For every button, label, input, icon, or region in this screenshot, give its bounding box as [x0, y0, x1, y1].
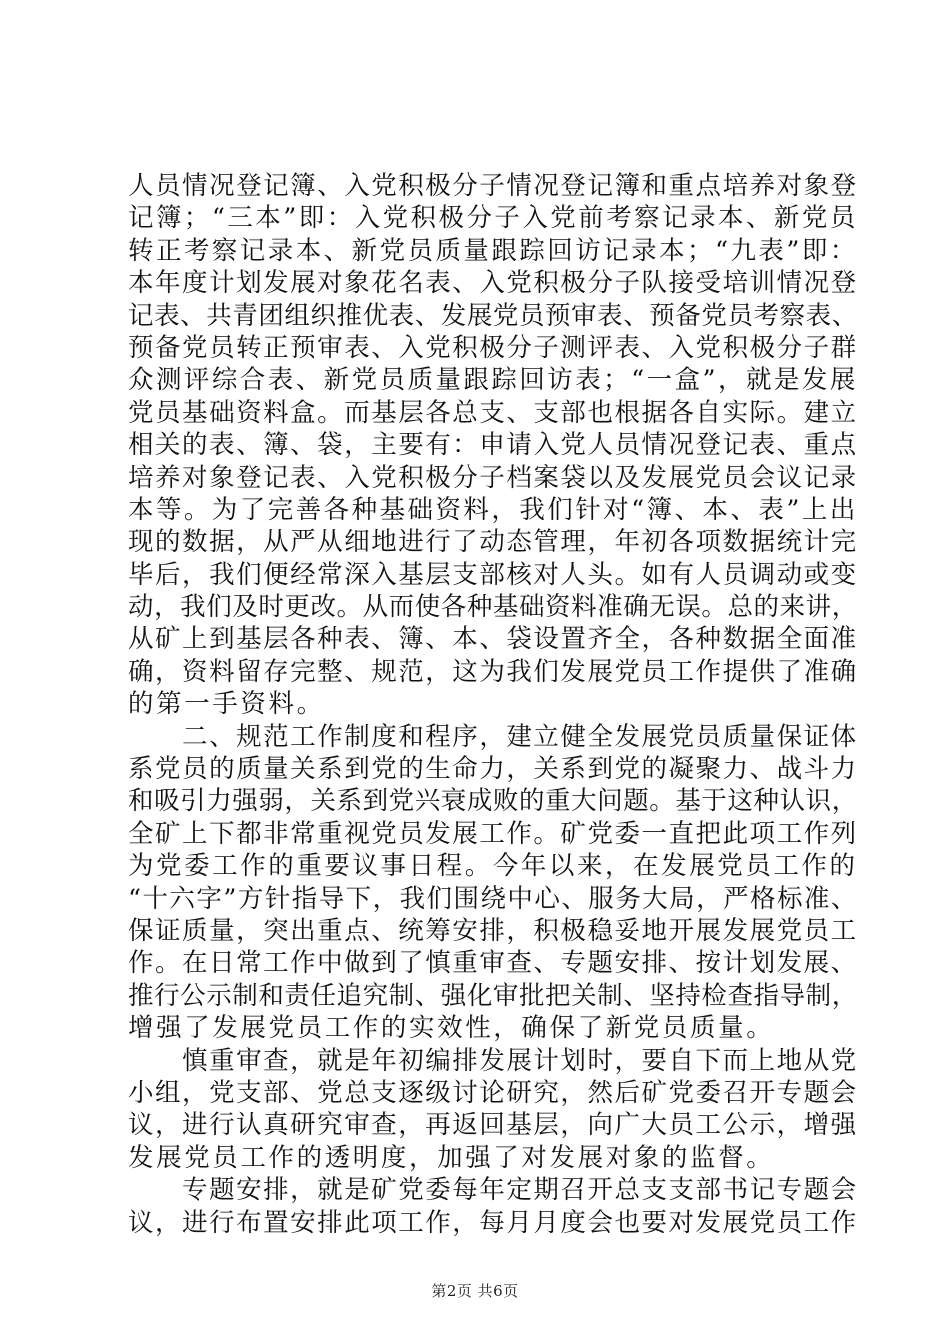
text-line: 小组，党支部、党总支逐级讨论研究，然后矿党委召开专题会 [128, 1077, 858, 1108]
text-line: 毕后，我们便经常深入基层支部核对人头。如有人员调动或变 [128, 559, 858, 590]
page-footer: 第2页 共6页 [431, 1282, 519, 1300]
text-line: 系党员的质量关系到党的生命力，关系到党的凝聚力、战斗力 [128, 754, 858, 785]
text-line: 人员情况登记簿、入党积极分子情况登记簿和重点培养对象登 [128, 171, 858, 201]
text-line: 为党委工作的重要议事日程。今年以来，在发展党员工作的 [128, 851, 858, 882]
text-line: 慎重审查，就是年初编排发展计划时，要自下而上地从党 [128, 1045, 858, 1076]
text-line: 和吸引力强弱，关系到党兴衰成败的重大问题。基于这种认识， [128, 786, 858, 817]
text-line: 培养对象登记表、入党积极分子档案袋以及发展党员会议记录 [128, 462, 858, 493]
text-line: 本年度计划发展对象花名表、入党积极分子队接受培训情况登 [128, 268, 858, 299]
text-line: 预备党员转正预审表、入党积极分子测评表、入党积极分子群 [128, 332, 858, 363]
text-line: 本等。为了完善各种基础资料，我们针对“簿、本、表”上出 [128, 494, 858, 525]
text-line: 的第一手资料。 [128, 689, 325, 720]
text-line: 二、规范工作制度和程序，建立健全发展党员质量保证体 [128, 721, 858, 752]
text-line: 议，进行布置安排此项工作，每月月度会也要对发展党员工作 [128, 1207, 858, 1238]
text-line: 确，资料留存完整、规范，这为我们发展党员工作提供了准确 [128, 656, 858, 687]
text-line: 增强了发展党员工作的实效性，确保了新党员质量。 [128, 1013, 775, 1044]
text-line: 相关的表、簿、袋，主要有：申请入党人员情况登记表、重点 [128, 430, 858, 461]
text-line: 全矿上下都非常重视党员发展工作。矿党委一直把此项工作列 [128, 818, 858, 849]
text-line: 发展党员工作的透明度，加强了对发展对象的监督。 [128, 1142, 775, 1173]
text-line: 作。在日常工作中做到了慎重审查、专题安排、按计划发展、 [128, 948, 858, 979]
text-line: “十六字”方针指导下，我们围绕中心、服务大局，严格标准、 [128, 883, 858, 914]
text-line: 记表、共青团组织推优表、发展党员预审表、预备党员考察表、 [128, 300, 858, 331]
text-line: 专题安排，就是矿党委每年定期召开总支支部书记专题会 [128, 1175, 858, 1206]
text-line: 众测评综合表、新党员质量跟踪回访表；“一盒”，就是发展 [128, 365, 858, 396]
body-text [128, 170, 858, 1239]
text-line: 从矿上到基层各种表、簿、本、袋设置齐全，各种数据全面准 [128, 624, 858, 655]
text-line: 推行公示制和责任追究制、强化审批把关制、坚持检查指导制， [128, 980, 858, 1011]
text-line: 转正考察记录本、新党员质量跟踪回访记录本；“九表”即： [128, 235, 858, 266]
text-line: 保证质量，突出重点、统筹安排，积极稳妥地开展发展党员工 [128, 915, 858, 946]
text-line: 记簿；“三本”即：入党积极分子入党前考察记录本、新党员 [128, 203, 858, 234]
text-line: 现的数据，从严从细地进行了动态管理，年初各项数据统计完 [128, 527, 858, 558]
text-line: 议，进行认真研究审查，再返回基层，向广大员工公示，增强 [128, 1110, 858, 1141]
text-line: 党员基础资料盒。而基层各总支、支部也根据各自实际。建立 [128, 397, 858, 428]
text-line: 动，我们及时更改。从而使各种基础资料准确无误。总的来讲， [128, 592, 858, 623]
